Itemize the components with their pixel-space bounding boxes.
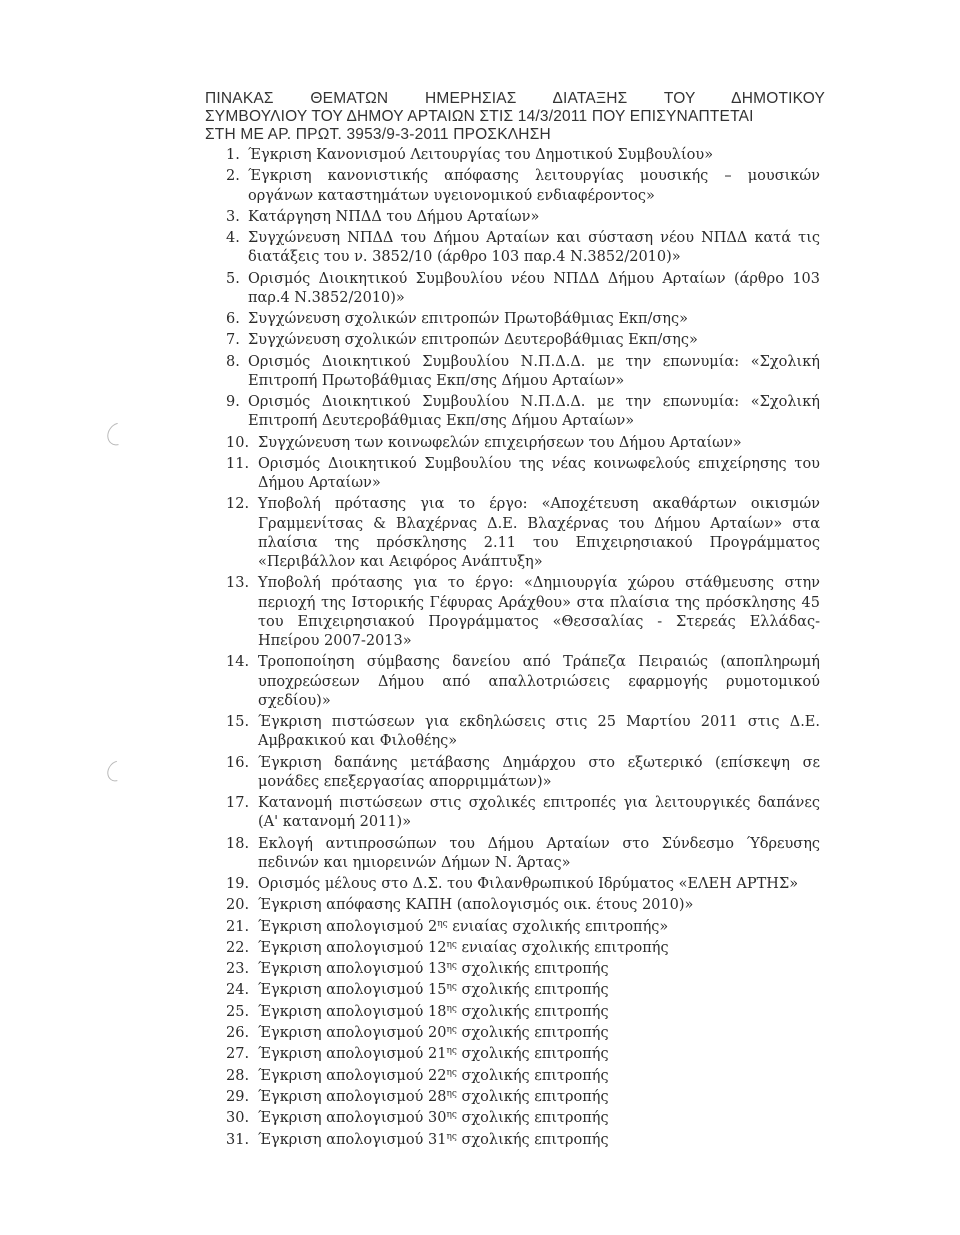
agenda-item-number: 11. xyxy=(226,455,250,472)
ordinal-suffix: ης xyxy=(446,1025,457,1036)
agenda-item-text: Ορισμός Διοικητικού Συμβουλίου της νέας κοινωφελούς επιχείρησης του Δήμου Αρταίων» xyxy=(258,455,820,492)
agenda-item-number: 23. xyxy=(226,961,250,978)
agenda-item-text: Έγκριση απολογισμού 22 xyxy=(258,1067,447,1084)
agenda-item xyxy=(228,353,820,391)
agenda-item xyxy=(228,455,820,493)
agenda-item-text-tail: σχολικής επιτροπής xyxy=(456,1046,609,1063)
agenda-item xyxy=(228,331,820,350)
agenda-item-number: 24. xyxy=(226,982,250,999)
ordinal-suffix: ης xyxy=(446,1003,457,1014)
agenda-item-text: Έγκριση απολογισμού 2 xyxy=(258,918,438,935)
agenda-item-text: Έγκριση απολογισμού 15 xyxy=(258,982,447,999)
agenda-item xyxy=(228,981,820,1000)
agenda-item-text: Συγχώνευση ΝΠΔΔ του Δήμου Αρταίων και σύσταση νέου ΝΠΔΔ κατά τις διατάξεις του ν. 3852/10 (άρθρο 103 παρ.4 Ν.3852/2010)» xyxy=(248,230,820,266)
agenda-item-number: 16. xyxy=(226,754,250,771)
agenda-item-text: Έγκριση Κανονισμού Λειτουργίας του Δημοτικού Συμβουλίου» xyxy=(248,147,714,163)
agenda-item-text: Υποβολή πρότασης για το έργο: «Αποχέτευση ακαθάρτων οικισμών Γραμμενίτσας & Βλαχέρνας Δ.Ε. Βλαχέρνας του Δήμου Αρταίων» στα πλαίσια της πρόσκλησης 2.11 του Επιχειρησιακού Προγράμματος «Περιβάλλον και Αειφόρος Ανάπτυξη» xyxy=(258,496,820,571)
agenda-item-number: 20. xyxy=(226,897,250,914)
agenda-item-number: 13. xyxy=(226,575,250,592)
agenda-item xyxy=(228,835,820,873)
agenda-item-text: Έγκριση απολογισμού 12 xyxy=(258,939,447,956)
agenda-item-text: Συγχώνευση των κοινωφελών επιχειρήσεων του Δήμου Αρταίων» xyxy=(258,434,742,451)
ordinal-suffix: ης xyxy=(446,939,457,950)
agenda-item xyxy=(228,310,820,329)
agenda-item-text: Έγκριση πιστώσεων για εκδηλώσεις στις 25 Μαρτίου 2011 στις Δ.Ε. Αμβρακικού και Φιλοθέης» xyxy=(258,714,820,750)
agenda-item-text: Έγκριση δαπάνης μετάβασης Δημάρχου στο εξωτερικό (επίσκεψη σε μονάδες επεξεργασίας απορριμμάτων)» xyxy=(258,754,820,790)
agenda-item xyxy=(228,896,820,915)
agenda-item-text: Έγκριση απολογισμού 30 xyxy=(258,1110,447,1127)
agenda-item-text: Ορισμός μέλους στο Δ.Σ. του Φιλανθρωπικού Ιδρύματος «ΕΛΕΗ ΑΡΤΗΣ» xyxy=(258,876,799,892)
agenda-item xyxy=(228,229,820,267)
agenda-item xyxy=(228,270,820,308)
agenda-item-number: 29. xyxy=(226,1088,250,1105)
agenda-item-text: Ορισμός Διοικητικού Συμβουλίου νέου ΝΠΔΔ Δήμου Αρταίων (άρθρο 103 παρ.4 Ν.3852/2010)» xyxy=(248,270,820,306)
agenda-item xyxy=(228,939,820,958)
agenda-item-text: Έγκριση απολογισμού 28 xyxy=(258,1088,447,1105)
agenda-item xyxy=(228,1067,820,1086)
agenda-item xyxy=(228,167,820,205)
agenda-item-text-tail: σχολικής επιτροπής xyxy=(456,1003,609,1020)
ordinal-suffix: ης xyxy=(446,1131,457,1142)
agenda-item xyxy=(228,1045,820,1064)
title-line: ΣΤΗ ΜΕ ΑΡ. ΠΡΩΤ. 3953/9-3-2011 ΠΡΟΣΚΛΗΣΗ xyxy=(205,126,551,143)
agenda-item-number: 18. xyxy=(226,835,250,852)
agenda-item-text: Έγκριση απολογισμού 13 xyxy=(258,961,447,978)
agenda-item-number: 7. xyxy=(226,332,240,349)
agenda-item-text: Κατανομή πιστώσεων στις σχολικές επιτροπές για λειτουργικές δαπάνες (Α' κατανομή 2011)» xyxy=(258,795,820,831)
agenda-item-text: Υποβολή πρότασης για το έργο: «Δημιουργία χώρου στάθμευσης στην περιοχή της Ιστορικής Γέφυρας Αράχθου» στα πλαίσια της πρόσκλησης 45 του Επιχειρησιακού Προγράμματος «Θεσσαλίας - Στερεάς Ελλάδας-Ηπείρου 2007-2013» xyxy=(258,575,820,649)
agenda-item-number: 8. xyxy=(226,353,240,370)
ordinal-suffix: ης xyxy=(446,982,457,993)
agenda-item-text: Έγκριση απολογισμού 18 xyxy=(258,1003,447,1020)
agenda-item xyxy=(228,653,820,711)
agenda-item-text: Κατάργηση ΝΠΔΔ του Δήμου Αρταίων» xyxy=(248,208,540,225)
agenda-item xyxy=(228,1131,820,1150)
agenda-item xyxy=(228,875,820,894)
agenda-item xyxy=(228,713,820,751)
agenda-item-text-tail: σχολικής επιτροπής xyxy=(456,1067,609,1084)
agenda-item-number: 5. xyxy=(226,270,240,287)
ordinal-suffix: ης xyxy=(437,918,448,929)
agenda-list xyxy=(228,146,820,1152)
agenda-item xyxy=(228,794,820,832)
agenda-item-text: Έγκριση απολογισμού 20 xyxy=(258,1025,447,1042)
agenda-item-number: 31. xyxy=(226,1131,250,1148)
ordinal-suffix: ης xyxy=(446,1088,457,1099)
agenda-item xyxy=(228,434,820,453)
agenda-item-number: 22. xyxy=(226,939,250,956)
ordinal-suffix: ης xyxy=(446,1110,457,1121)
agenda-item-number: 19. xyxy=(226,876,250,892)
agenda-item-text: Έγκριση απόφασης ΚΑΠΗ (απολογισμός οικ. έτους 2010)» xyxy=(258,897,694,914)
agenda-item-text: Έγκριση απολογισμού 21 xyxy=(258,1046,447,1063)
agenda-item-text: Ορισμός Διοικητικού Συμβουλίου Ν.Π.Δ.Δ. με την επωνυμία: «Σχολική Επιτροπή Δευτεροβάθμιας Εκπ/σης Δήμου Αρταίων» xyxy=(248,394,820,430)
agenda-item-text: Τροποποίηση σύμβασης δανείου από Τράπεζα Πειραιώς (αποπληρωμή υποχρεώσεων Δήμου από απαλλοτριώσεις εφαρμογής ρυμοτομικού σχεδίου)» xyxy=(258,654,820,709)
agenda-item xyxy=(228,1003,820,1022)
document-title xyxy=(205,90,825,144)
ordinal-suffix: ης xyxy=(446,1046,457,1057)
title-line: ΠΙΝΑΚΑΣ ΘΕΜΑΤΩΝ ΗΜΕΡΗΣΙΑΣ ΔΙΑΤΑΞΗΣ ΤΟΥ ΔΗΜΟΤΙΚΟΥ xyxy=(205,90,825,107)
ordinal-suffix: ης xyxy=(446,1067,457,1078)
agenda-item xyxy=(228,574,820,651)
agenda-item-text-tail: σχολικής επιτροπής xyxy=(456,961,609,978)
agenda-item xyxy=(228,495,820,572)
agenda-item-number: 10. xyxy=(226,434,250,451)
title-line: ΣΥΜΒΟΥΛΙΟΥ ΤΟΥ ΔΗΜΟΥ ΑΡΤΑΙΩΝ ΣΤΙΣ 14/3/2011 ΠΟΥ ΕΠΙΣΥΝΑΠΤΕΤΑΙ xyxy=(205,108,754,125)
agenda-item-text-tail: σχολικής επιτροπής xyxy=(456,1110,609,1127)
agenda-item-text-tail: σχολικής επιτροπής xyxy=(456,1025,609,1042)
agenda-item-number: 9. xyxy=(226,394,240,411)
binder-hole-mark xyxy=(103,418,133,449)
agenda-item-number: 21. xyxy=(226,918,250,935)
agenda-item xyxy=(228,754,820,792)
agenda-item-number: 4. xyxy=(226,230,240,247)
agenda-item xyxy=(228,1024,820,1043)
agenda-item-text-tail: ενιαίας σχολικής επιτροπής» xyxy=(447,918,669,935)
agenda-item-text-tail: σχολικής επιτροπής xyxy=(456,982,609,999)
agenda-item-number: 17. xyxy=(226,795,250,811)
ordinal-suffix: ης xyxy=(446,961,457,972)
agenda-item-number: 15. xyxy=(226,714,250,730)
agenda-item-text: Συγχώνευση σχολικών επιτροπών Δευτεροβάθμιας Εκπ/σης» xyxy=(248,332,698,349)
agenda-item-number: 26. xyxy=(226,1025,250,1042)
agenda-item-text-tail: σχολικής επιτροπής xyxy=(456,1088,609,1105)
agenda-item-number: 25. xyxy=(226,1003,250,1020)
agenda-item xyxy=(228,1109,820,1128)
agenda-item-number: 2. xyxy=(226,168,240,185)
agenda-item xyxy=(228,208,820,227)
agenda-item-number: 12. xyxy=(226,496,250,513)
agenda-item xyxy=(228,1088,820,1107)
agenda-item-text: Έγκριση απολογισμού 31 xyxy=(258,1131,447,1148)
agenda-item-number: 14. xyxy=(226,654,250,671)
agenda-item-text: Εκλογή αντιπροσώπων του Δήμου Αρταίων στο Σύνδεσμο Ύδρευσης πεδινών και ημιορεινών Δήμων Ν. Άρτας» xyxy=(258,835,820,871)
agenda-item xyxy=(228,918,820,937)
binder-hole-mark xyxy=(103,757,130,785)
agenda-item-text-tail: ενιαίας σχολικής επιτροπής xyxy=(456,939,669,956)
agenda-item xyxy=(228,960,820,979)
agenda-item xyxy=(228,146,820,165)
agenda-item-number: 28. xyxy=(226,1067,250,1084)
agenda-item-text-tail: σχολικής επιτροπής xyxy=(456,1131,609,1148)
agenda-item-number: 30. xyxy=(226,1110,250,1127)
agenda-item-text: Ορισμός Διοικητικού Συμβουλίου Ν.Π.Δ.Δ. με την επωνυμία: «Σχολική Επιτροπή Πρωτοβάθμιας Εκπ/σης Δήμου Αρταίων» xyxy=(248,353,820,389)
agenda-item xyxy=(228,393,820,431)
agenda-item-number: 27. xyxy=(226,1046,250,1063)
agenda-item-text: Έγκριση κανονιστικής απόφασης λειτουργίας μουσικής – μουσικών οργάνων καταστημάτων υγειονομικού ενδιαφέροντος» xyxy=(248,168,820,204)
agenda-item-text: Συγχώνευση σχολικών επιτροπών Πρωτοβάθμιας Εκπ/σης» xyxy=(248,311,688,328)
agenda-item-number: 6. xyxy=(226,311,240,328)
agenda-item-number: 1. xyxy=(226,147,240,163)
agenda-item-number: 3. xyxy=(226,208,240,225)
